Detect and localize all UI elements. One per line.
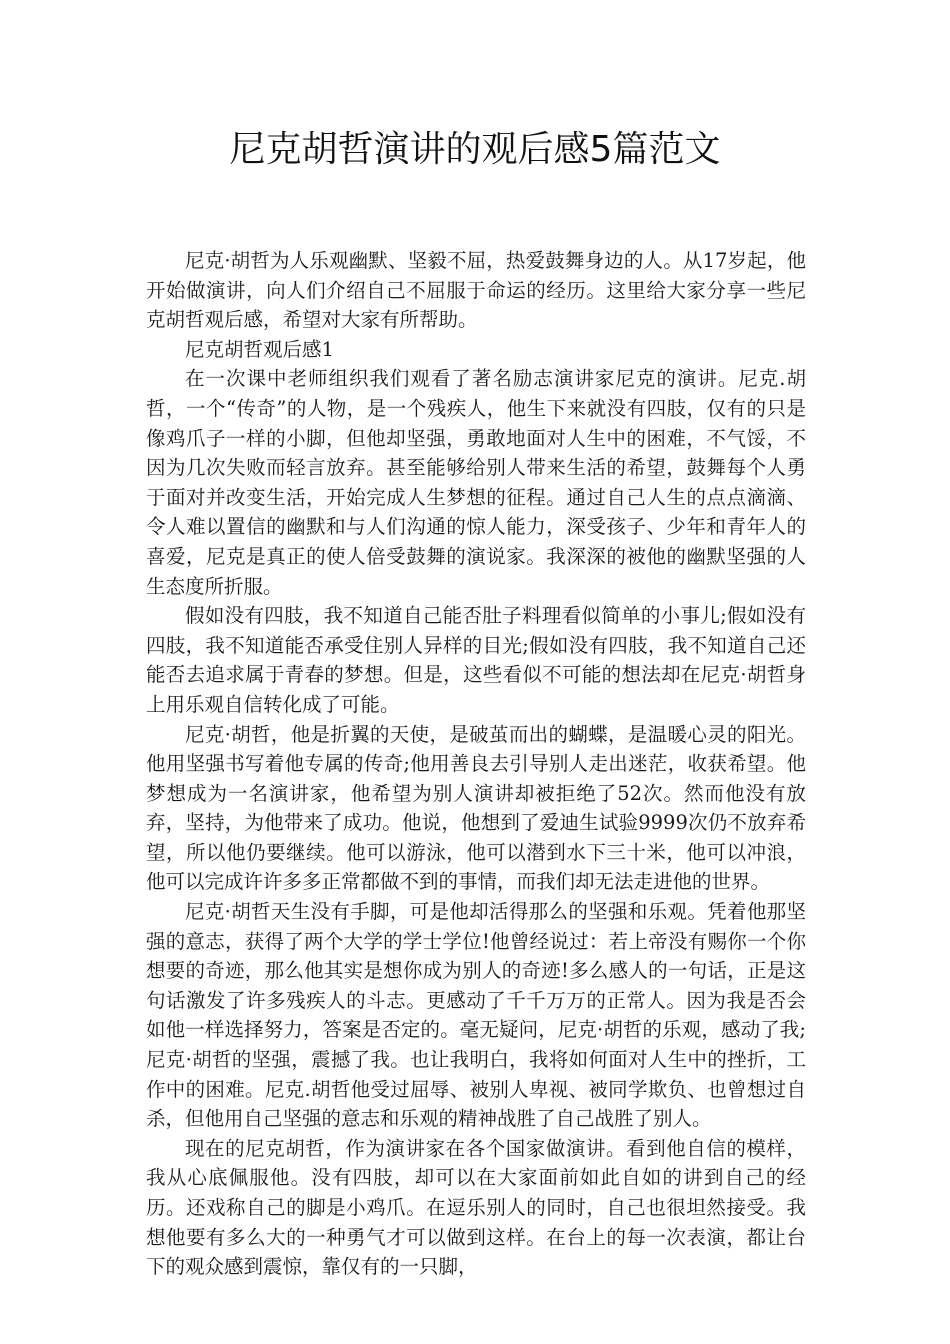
section-heading: 尼克胡哲观后感1 <box>185 337 334 361</box>
document-body <box>146 246 806 1282</box>
body-paragraph: 在一次课中老师组织我们观看了著名励志演讲家尼克的演讲。尼克.胡哲，一个“传奇”的人物，是一个残疾人，他生下来就没有四肢，仅有的只是像鸡爪子一样的小脚，但他却坚强，勇敢地面对人生中的困难，不气馁，不因为几次失败而轻言放弃。甚至能够给别人带来生活的希望，鼓舞每个人勇于面对并改变生活，开始完成人生梦想的征程。通过自己人生的点点滴滴、令人难以置信的幽默和与人们沟通的惊人能力，深受孩子、少年和青年人的喜爱，尼克是真正的使人倍受鼓舞的演说家。我深深的被他的幽默坚强的人生态度所折服。 <box>146 367 806 598</box>
body-paragraph: 尼克·胡哲，他是折翼的天使，是破茧而出的蝴蝶，是温暖心灵的阳光。他用坚强书写着他专属的传奇;他用善良去引导别人走出迷茫，收获希望。他梦想成为一名演讲家，他希望为别人演讲却被拒绝了52次。然而他没有放弃，坚持，为他带来了成功。他说，他想到了爱迪生试验9999次仍不放弃希望，所以他仍要继续。他可以游泳，他可以潜到水下三十米，他可以冲浪，他可以完成许许多多正常都做不到的事情，而我们却无法走进他的世界。 <box>146 722 806 894</box>
intro-paragraph: 尼克·胡哲为人乐观幽默、坚毅不屈，热爱鼓舞身边的人。从17岁起，他开始做演讲，向人们介绍自己不屈服于命运的经历。这里给大家分享一些尼克胡哲观后感，希望对大家有所帮助。 <box>146 249 806 332</box>
body-paragraph: 假如没有四肢，我不知道自己能否肚子料理看似简单的小事儿;假如没有四肢，我不知道能否承受住别人异样的目光;假如没有四肢，我不知道自己还能否去追求属于青春的梦想。但是，这些看似不可能的想法却在尼克·胡哲身上用乐观自信转化成了可能。 <box>146 604 806 716</box>
body-paragraph: 尼克·胡哲天生没有手脚，可是他却活得那么的坚强和乐观。凭着他那坚强的意志，获得了两个大学的学士学位!他曾经说过：若上帝没有赐你一个你想要的奇迹，那么他其实是想你成为别人的奇迹!多么感人的一句话，正是这句话激发了许多残疾人的斗志。更感动了千千万万的正常人。因为我是否会如他一样选择努力，答案是否定的。毫无疑问，尼克·胡哲的乐观，感动了我;尼克·胡哲的坚强，震撼了我。也让我明白，我将如何面对人生中的挫折，工作中的困难。尼克.胡哲他受过屈辱、被别人卑视、被同学欺负、也曾想过自杀，但他用自己坚强的意志和乐观的精神战胜了自己战胜了别人。 <box>146 900 806 1131</box>
body-paragraph: 现在的尼克胡哲，作为演讲家在各个国家做演讲。看到他自信的模样，我从心底佩服他。没有四肢，却可以在大家面前如此自如的讲到自己的经历。还戏称自己的脚是小鸡爪。在逗乐别人的同时，自己也很坦然接受。我想他要有多么大的一种勇气才可以做到这样。在台上的每一次表演，都让台下的观众感到震惊，靠仅有的一只脚， <box>146 1136 806 1279</box>
document-title: 尼克胡哲演讲的观后感5篇范文 <box>229 129 721 170</box>
